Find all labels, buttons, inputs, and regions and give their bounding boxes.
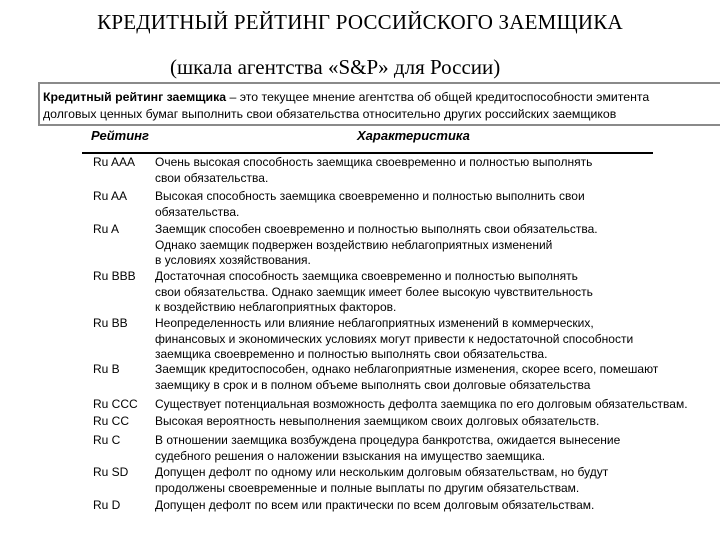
definition-line-1 — [43, 89, 720, 106]
description-line: обязательства. — [155, 204, 240, 219]
definition-text: – это текущее мнение агентства об общей кредитоспособности эмитента — [226, 90, 650, 104]
rating-description — [155, 362, 658, 393]
definition-term: Кредитный рейтинг заемщика — [43, 90, 227, 104]
description-line: Допущен дефолт по всем или практически по всем долговым обязательствам. — [155, 498, 595, 512]
description-line: Достаточная способность заемщика своевременно и полностью выполнять — [155, 269, 578, 283]
description-line: финансовых и экономических условиях могут привести к недостаточной способности — [155, 331, 634, 346]
rating-code: Ru SD — [93, 465, 129, 479]
rating-code: Ru CCC — [93, 397, 138, 411]
rating-description — [155, 414, 599, 430]
description-line: в условиях хозяйствования. — [155, 253, 311, 267]
rating-description — [155, 465, 608, 496]
rating-code: Ru BB — [93, 316, 128, 330]
description-line: судебного решения о наложении взыскания на имущество заемщика. — [155, 448, 546, 463]
rating-description — [155, 222, 598, 269]
description-line: заемщика своевременно и полностью выполнять свои обязательства. — [155, 347, 548, 361]
rating-code: Ru CC — [93, 414, 130, 428]
page-title: КРЕДИТНЫЙ РЕЙТИНГ РОССИЙСКОГО ЗАЕМЩИКА — [97, 10, 623, 34]
description-line: Заемщик кредитоспособен, однако неблагоприятные изменения, скорее всего, помешают — [155, 362, 659, 376]
rating-code: Ru C — [93, 433, 121, 447]
rating-description — [155, 316, 633, 363]
rating-description — [155, 189, 585, 220]
description-line: свои обязательства. Однако заемщик имеет более высокую чувствительность — [155, 284, 593, 299]
rating-code: Ru AA — [93, 189, 128, 203]
description-line: Заемщик способен своевременно и полностью выполнять свои обязательства. — [155, 222, 598, 236]
description-line: В отношении заемщика возбуждена процедура банкротства, ожидается вынесение — [155, 433, 621, 447]
definition-box — [38, 82, 720, 126]
description-line: к воздействию неблагоприятных факторов. — [155, 300, 397, 314]
description-line: Очень высокая способность заемщика своевременно и полностью выполнять — [155, 155, 593, 169]
rating-description — [155, 433, 620, 464]
rating-description — [155, 498, 594, 514]
description-line: Высокая способность заемщика своевременно и полностью выполнить свои — [155, 189, 585, 203]
description-line: Допущен дефолт по одному или нескольким долговым обязательствам, но будут — [155, 465, 609, 479]
rating-code: Ru AAA — [93, 155, 136, 169]
rating-code: Ru BBB — [93, 269, 136, 283]
description-line: продолжены своевременные и полные выплаты по другим обязательствам. — [155, 480, 580, 495]
description-line: заемщику в срок и в полном объеме выполнять свои долговые обязательства — [155, 377, 591, 392]
description-line: Однако заемщик подвержен воздействию неблагоприятных изменений — [155, 237, 553, 252]
description-line: Неопределенность или влияние неблагоприятных изменений в коммерческих, — [155, 316, 594, 330]
rating-code: Ru A — [93, 222, 120, 236]
description-line: свои обязательства. — [155, 170, 269, 185]
rating-description — [155, 269, 593, 316]
rating-code: Ru B — [93, 362, 120, 376]
header-divider — [82, 152, 653, 154]
description-line: Существует потенциальная возможность дефолта заемщика по его долговым обязательствам. — [155, 397, 688, 411]
definition-line-2: долговых ценных бумаг выполнить свои обязательства относительно других российских заемщиков — [43, 107, 617, 121]
page-subtitle: (шкала агентства «S&P» для России) — [170, 55, 501, 79]
column-header-rating: Рейтинг — [91, 128, 149, 143]
rating-description — [155, 155, 592, 186]
column-header-characteristic: Характеристика — [357, 128, 470, 143]
description-line: Высокая вероятность невыполнения заемщиком своих долговых обязательств. — [155, 414, 600, 428]
rating-description — [155, 397, 688, 413]
rating-code: Ru D — [93, 498, 121, 512]
